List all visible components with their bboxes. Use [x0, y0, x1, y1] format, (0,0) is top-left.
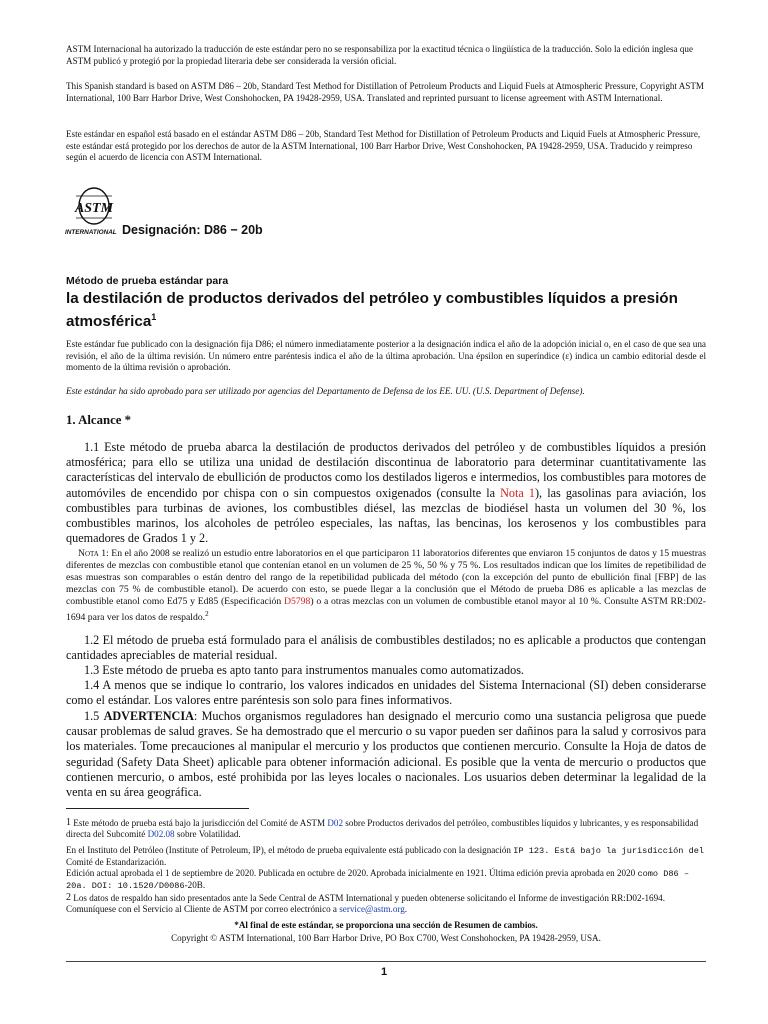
english-license-notice: This Spanish standard is based on ASTM D86 – 20b, Standard Test Method for Distillation of Petroleum Products and Liquid Fuels at Atmospheric Pressure, Copyright ASTM International, 100 Barr Harbor Drive, West Conshohocken, PA 19428-2959, USA. Translated and reprinted pursuant to license agreement with ASTM International.: [66, 81, 704, 103]
dod-note: Este estándar ha sido aprobado para ser utilizado por agencias del Departamento de Defensa de los EE. UU. (U.S. Department of Defense).: [66, 386, 585, 396]
designation: Designación: D86 − 20b: [122, 223, 263, 237]
warning-label: ADVERTENCIA: [103, 709, 194, 723]
d02-08-link[interactable]: D02.08: [147, 829, 175, 840]
footnote-2: $^2$ Los datos de respaldo han sido presentados ante la Sede Central de ASTM International y pueden obtenerse solicitando el Informe de investigación RR:D02-1694. Comuníquese con el Servicio al Cliente de ASTM por correo electrónico a service@astm.org.: [66, 892, 665, 915]
document-subtitle: Método de prueba estándar para: [66, 275, 229, 287]
logo-subtext: INTERNATIONAL: [65, 229, 117, 236]
paragraph-1-4: 1.4 A menos que se indique lo contrario, los valores indicados en unidades del Sistema Internacional (SI) deben considerarse como el estándar. Los valores entre paréntesis son solo para fines informativos.: [66, 678, 706, 708]
footnote-1-edition: Edición actual aprobada el 1 de septiembre de 2020. Publicada en octubre de 2020. Aprobada inicialmente en 1921. Última edición previa aprobada en 2020 como D86 – 20a. DOI: 10.1520/D0086-20B.: [66, 868, 690, 892]
note-1: Nota 1: En el año 2008 se realizó un estudio entre laboratorios en el que participaron 11 laboratorios diferentes que enviaron 15 conjuntos de datos y 15 muestras diferentes de mezclas con combustible etanol que contenían etanol en un volumen de 25 %, 50 % y 75 %. Los resultados indican que los límites de repetibilidad de esas muestras son comparables o están dentro del rango de la repetibilidad publicada del método (con la excepción del punto de ebullición final [FBP] de las mezclas con 75 % de combustible etanol). De acuerdo con esto, se puede llegar a la conclusión que el Método de prueba D86 es aplicable a las mezclas de combustible etanol como Ed75 y Ed85 (Especificación D5798) o a otras mezclas con un volumen de combustible etanol mayor al 10 %. Consulte ASTM RR:D02-1694 para ver los datos de respaldo.$^2$: [66, 548, 706, 624]
document-title: la destilación de productos derivados del petróleo y combustibles líquidos a presión atmosférica$^1$: [66, 290, 678, 331]
d5798-link[interactable]: D5798: [283, 596, 311, 608]
footnote-divider: [66, 808, 249, 809]
copyright-line: Copyright © ASTM International, 100 Barr Harbor Drive, PO Box C700, West Conshohocken, PA 19428-2959, USA.: [171, 933, 601, 943]
section-heading-scope: 1. Alcance *: [66, 413, 132, 427]
summary-of-changes-note: *Al final de este estándar, se proporciona una sección de Resumen de cambios.: [234, 920, 538, 930]
page-number: 1: [380, 966, 388, 978]
astm-logo: [64, 182, 124, 238]
d02-link[interactable]: D02: [327, 818, 344, 828]
translation-notice: ASTM Internacional ha autorizado la traducción de este estándar pero no se responsabiliza por la exactitud técnica o lingüística de la traducción. Solo la edición inglesa que ASTM publicó y protegió por la propiedad literaria debe ser considerada la versión oficial.: [66, 44, 693, 66]
paragraph-1-5: 1.5 ADVERTENCIA: Muchos organismos reguladores han designado el mercurio como una sustancia peligrosa que puede causar problemas de salud graves. Se ha demostrado que el mercurio o su vapor pueden ser dañinos para la salud y corrosivos para los materiales. Tome precauciones al manipular el mercurio y los productos que contienen mercurio. Consulte la Hoja de datos de seguridad (Safety Data Sheet) aplicable para obtener información adicional. Es posible que la venta de mercurio o productos que contienen mercurio, o ambos, esté prohibida por las leyes locales o nacionales. Los usuarios deben determinar la legalidad de la venta en su área geográfica.: [66, 709, 707, 800]
paragraph-1-1: 1.1 Este método de prueba abarca la destilación de productos derivados del petróleo y de combustibles líquidos a presión atmosférica; para ello se utiliza una unidad de destilación discontinua de laboratorio para determinar cuantitativamente las características del intervalo de ebullición de productos como los destilados ligeros e intermedios, los combustibles para motores de automóviles de encendido por chispa con o sin compuestos oxigenados (consulte la Nota 1), las gasolinas para aviación, los combustibles para turbinas de aviones, los combustibles diésel, las mezclas de biodiésel hasta un volumen del 30 %, los combustibles marinos, los alcoholes de petróleo especiales, las naftas, las bencinas, los kerosenos y los combustibles para quemadores de Grados 1 y 2.: [66, 440, 706, 546]
paragraph-1-3: 1.3 Este método de prueba es apto tanto para instrumentos manuales como automatizados.: [84, 663, 524, 677]
spanish-license-notice: Este estándar en español está basado en el estándar ASTM D86 – 20b, Standard Test Method for Distillation of Petroleum Products and Liquid Fuels at Atmospheric Pressure, este estándar está protegido por los derechos de autor de la ASTM International, 100 Barr Harbor Drive, West Conshohocken, PA 19428-2959, USA. Traducido y reimpreso según el acuerdo de licencia con ASTM International.: [66, 129, 701, 162]
logo-wordmark: ASTM: [74, 201, 114, 216]
paragraph-1-2: 1.2 El método de prueba está formulado para el análisis de combustibles destilados; no es aplicable a productos que contengan cantidades apreciables de material residual.: [66, 633, 706, 663]
issue-note: Este estándar fue publicado con la designación fija D86; el número inmediatamente posterior a la designación indica el año de la adopción inicial o, en el caso de que sea una revisión, el año de la última revisión. Un número entre paréntesis indica el año de la última aprobación. Una épsilon en superíndice (ε) indica un cambio editorial desde el momento de la última revisión o aprobación.: [66, 339, 706, 373]
note-1-link[interactable]: Nota 1: [500, 485, 535, 500]
footnote-1: $^1$ Este método de prueba está bajo la jurisdicción del Comité de ASTM D02 sobre Productos derivados del petróleo, combustibles líquidos y lubricantes, y es responsabilidad directa del Subcomité D02.08 sobre Volatilidad.: [66, 817, 699, 840]
service-email-link[interactable]: service@astm.org: [339, 904, 405, 915]
footnote-1-ip: En el Instituto del Petróleo (Institute of Petroleum, IP), el método de prueba equivalente está publicado con la designación IP 123. Está bajo la jurisdicción del Comité de Estandarización.: [66, 845, 705, 868]
page-bottom-divider: [66, 961, 706, 962]
